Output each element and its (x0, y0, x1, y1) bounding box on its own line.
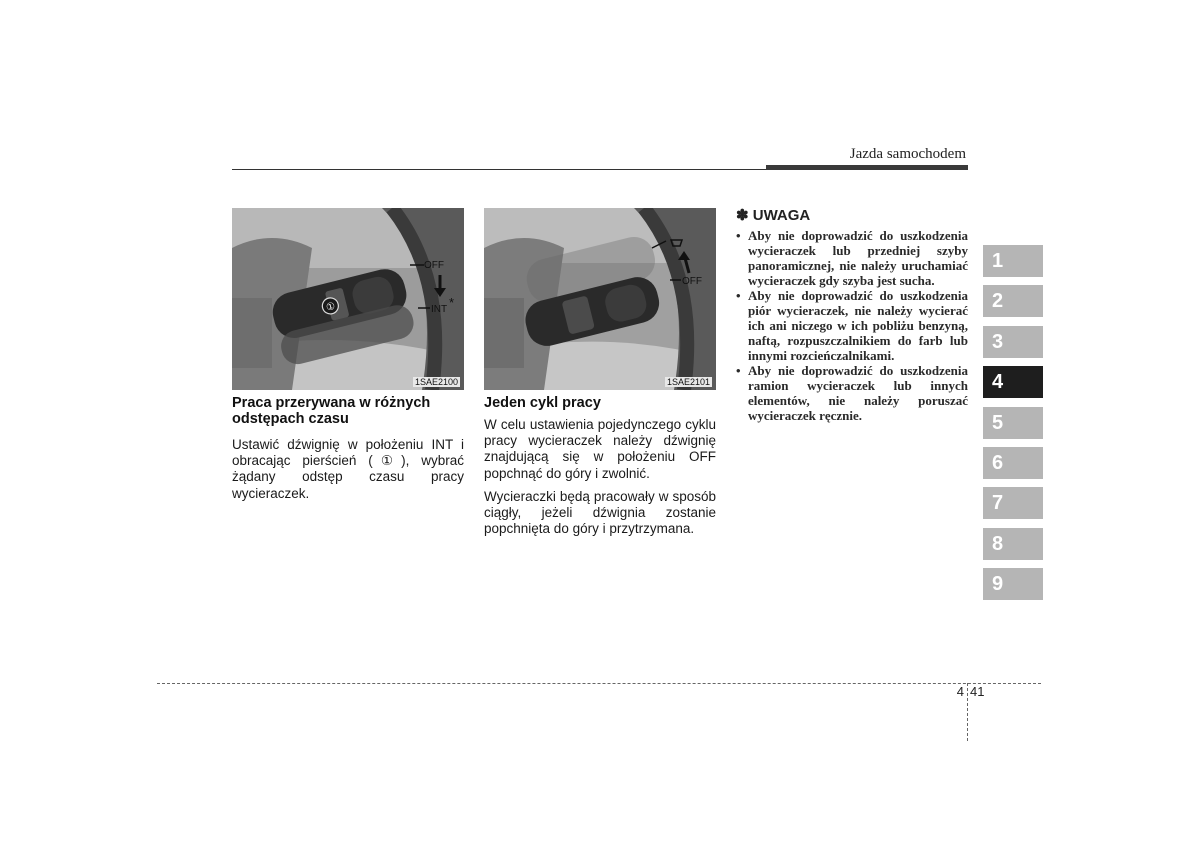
body-text (232, 437, 464, 502)
off-label: OFF (682, 276, 702, 287)
warning-item (736, 363, 968, 423)
paragraph: W celu ustawienia pojedynczego cyklu pracy wycieraczek należy dźwignię znajdującą się w położeniu OFF popchnąć do góry i zwolnić. (484, 417, 716, 481)
wiper-stalk-int-photo (232, 208, 464, 390)
section-title: Jazda samochodem (849, 146, 966, 162)
wiper-stalk-off-photo (484, 208, 716, 390)
chapter-tab-9[interactable]: 9 (983, 568, 1043, 600)
figure-wiper-int (232, 208, 464, 390)
header-rule-accent (766, 165, 968, 170)
body-text (484, 417, 716, 537)
bullet: • (736, 363, 741, 378)
int-label: INT (431, 304, 448, 315)
chapter-tab-1[interactable]: 1 (983, 245, 1043, 277)
chapter-tab-2[interactable]: 2 (983, 285, 1043, 317)
chapter-tab-7[interactable]: 7 (983, 487, 1043, 519)
figure-code: 1SAE2101 (666, 377, 710, 387)
ring-mark-label: ① (325, 300, 337, 314)
warning-text: Aby nie doprowadzić do uszkodzenia piór wycieraczek, nie należy wycierać ich ani niczego w ich pobliżu benzyną, naftą, rozpuszczalnikiem do farb lub innymi rozcieńczalnikami. (748, 288, 968, 363)
column-1 (232, 395, 464, 509)
bullet: • (736, 228, 741, 243)
warning-item (736, 288, 968, 363)
footer-divider (967, 683, 968, 741)
off-label: OFF (424, 260, 444, 271)
warning-text: Aby nie doprowadzić do uszkodzenia wycieraczek lub przedniej szyby panoramicznej, nie należy uruchamiać wycieraczek gdy szyba jest sucha. (748, 228, 968, 288)
section-heading: Jeden cykl pracy (484, 395, 601, 411)
warning-title: ✽ UWAGA (736, 207, 811, 224)
chapter-tab-5[interactable]: 5 (983, 407, 1043, 439)
footer-rule (157, 683, 1041, 684)
chapter-tab-6[interactable]: 6 (983, 447, 1043, 479)
bullet: • (736, 288, 741, 303)
warning-text: Aby nie doprowadzić do uszkodzenia ramion wycieraczek lub innych elementów, nie należy poruszać wycieraczek ręcznie. (748, 363, 968, 423)
figure-code: 1SAE2100 (414, 377, 458, 387)
chapter-tab-8[interactable]: 8 (983, 528, 1043, 560)
page-number: 41 (970, 684, 985, 699)
chapter-tab-3[interactable]: 3 (983, 326, 1043, 358)
paragraph: Wycieraczki będą pracowały w sposób ciągły, jeżeli dźwignia zostanie popchnięta do góry i przytrzymana. (484, 488, 716, 537)
int-star-label: * (449, 295, 455, 310)
chapter-tab-4[interactable]: 4 (983, 366, 1043, 398)
warning-list (736, 228, 968, 423)
page-chapter-number: 4 (956, 684, 964, 699)
figure-wiper-single-cycle (484, 208, 716, 390)
section-heading: Praca przerywana w różnych odstępach czasu (232, 395, 431, 427)
paragraph: Ustawić dźwignię w położeniu INT i obracając pierścień (①), wybrać żądany odstęp czasu pracy wycieraczek. (232, 437, 464, 501)
column-2 (484, 395, 716, 544)
warning-item (736, 228, 968, 288)
